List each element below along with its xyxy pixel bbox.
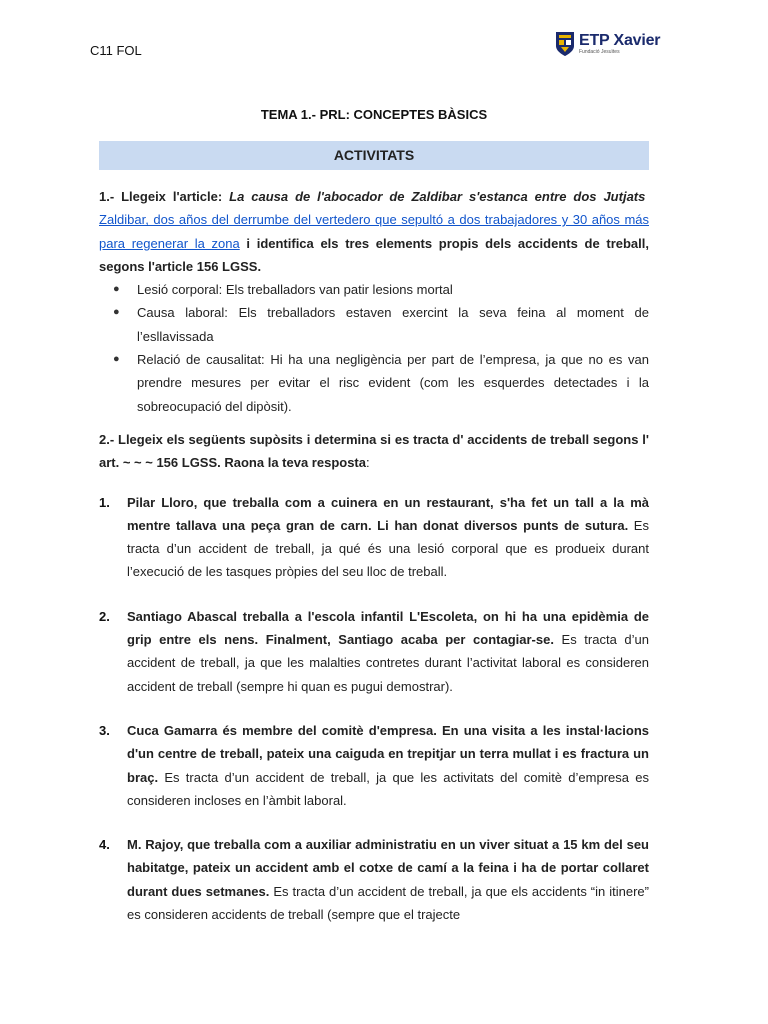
bullet-icon: ● bbox=[113, 283, 120, 296]
question-1 bbox=[99, 185, 649, 278]
case-answer: Es tracta d’un accident de treball, ja que els accidents “in itinere” es consideren accidents de treball (sempre que el trajecte bbox=[127, 883, 649, 923]
bullet-icon: ● bbox=[113, 306, 120, 319]
article-link[interactable]: Zaldibar, dos años del derrumbe del vertedero que sepultó a dos trabajadores y 30 años más para regenerar la zona bbox=[99, 212, 649, 251]
list-item-text: Lesió corporal: Els treballadors van patir lesions mortal bbox=[137, 282, 453, 298]
question-1-lead: 1.- Llegeix l'article: bbox=[99, 189, 230, 204]
case-item bbox=[99, 719, 649, 812]
case-statement: M. Rajoy, que treballa com a auxiliar administratiu en un viver situat a 15 km del seu habitatge, pateix un accident amb el cotxe de camí a la feina i ha de portar collaret durant dues setmanes. bbox=[127, 837, 649, 899]
elements-list bbox=[99, 278, 649, 418]
case-answer: Es tracta d’un accident de treball, ja que les malalties contretes durant l’activitat laboral es consideren accident de treball (sempre hi quan es pugui demostrar). bbox=[127, 632, 649, 694]
article-title: La causa de l'abocador de Zaldibar s'estanca entre dos Jutjats bbox=[229, 189, 646, 204]
logo-name: ETP Xavier bbox=[579, 32, 661, 49]
question-1-tail: i identifica els tres elements propis dels accidents de treball, segons l'article 156 LGSS. bbox=[99, 235, 649, 274]
case-answer: Es tracta d’un accident de treball, ja qué és una lesió corporal que es produeix durant l’execució de les tasques pròpies del seu lloc de treball. bbox=[127, 517, 649, 580]
list-item-text: Causa laboral: Els treballadors estaven exercint la seva feina al moment de l’esllavissada bbox=[137, 305, 649, 344]
question-2-lead: 2.- Llegeix els següents supòsits i determina si es tracta d' accidents de treball segons l' art. ~ ~ ~ 156 LGSS. Raona la teva resposta bbox=[99, 431, 649, 471]
course-code: C11 FOL bbox=[90, 43, 142, 58]
list-item-text: Relació de causalitat: Hi ha una negligència per part de l’empresa, ja que no es van prendre mesures per evitar el risc evident (com les esquerdes detectades i la sobreocupació del dipòsit). bbox=[137, 352, 649, 414]
page-title: TEMA 1.- PRL: CONCEPTES BÀSICS bbox=[260, 107, 488, 122]
case-number: 4. bbox=[99, 837, 110, 853]
school-logo bbox=[555, 31, 660, 57]
case-answer: Es tracta d’un accident de treball, ja que les activitats del comitè d’empresa es consideren incloses en l’àmbit laboral. bbox=[127, 769, 649, 808]
case-item bbox=[99, 491, 649, 584]
list-item bbox=[99, 301, 649, 348]
case-statement: Pilar Lloro, que treballa com a cuinera en un restaurant, s'ha fet un tall a la mà mentre tallava una peça gran de carn. Li han donat diversos punts de sutura. bbox=[127, 494, 649, 533]
cases-list bbox=[99, 491, 649, 927]
case-number: 1. bbox=[99, 494, 110, 510]
list-item bbox=[99, 278, 649, 301]
section-banner: ACTIVITATS bbox=[99, 141, 649, 170]
case-statement: Cuca Gamarra és membre del comitè d'empresa. En una visita a les instal·lacions d'un centre de treball, pateix una caiguda en trepitjar un terra mullat i es fractura un braç. bbox=[127, 722, 649, 785]
case-number: 2. bbox=[99, 608, 110, 624]
case-number: 3. bbox=[99, 722, 110, 738]
question-2 bbox=[99, 428, 649, 475]
logo-subtitle: Fundació Jesuïtes bbox=[579, 49, 620, 55]
case-item bbox=[99, 605, 649, 698]
list-item bbox=[99, 348, 649, 418]
bullet-icon: ● bbox=[113, 353, 120, 366]
case-item bbox=[99, 833, 649, 926]
case-statement: Santiago Abascal treballa a l'escola infantil L'Escoleta, on hi ha una epidèmia de grip entre els nens. Finalment, Santiago acaba per contagiar-se. bbox=[127, 608, 649, 648]
shield-logo-icon bbox=[555, 31, 575, 57]
question-2-colon: : bbox=[366, 455, 370, 471]
document-body bbox=[99, 107, 649, 947]
